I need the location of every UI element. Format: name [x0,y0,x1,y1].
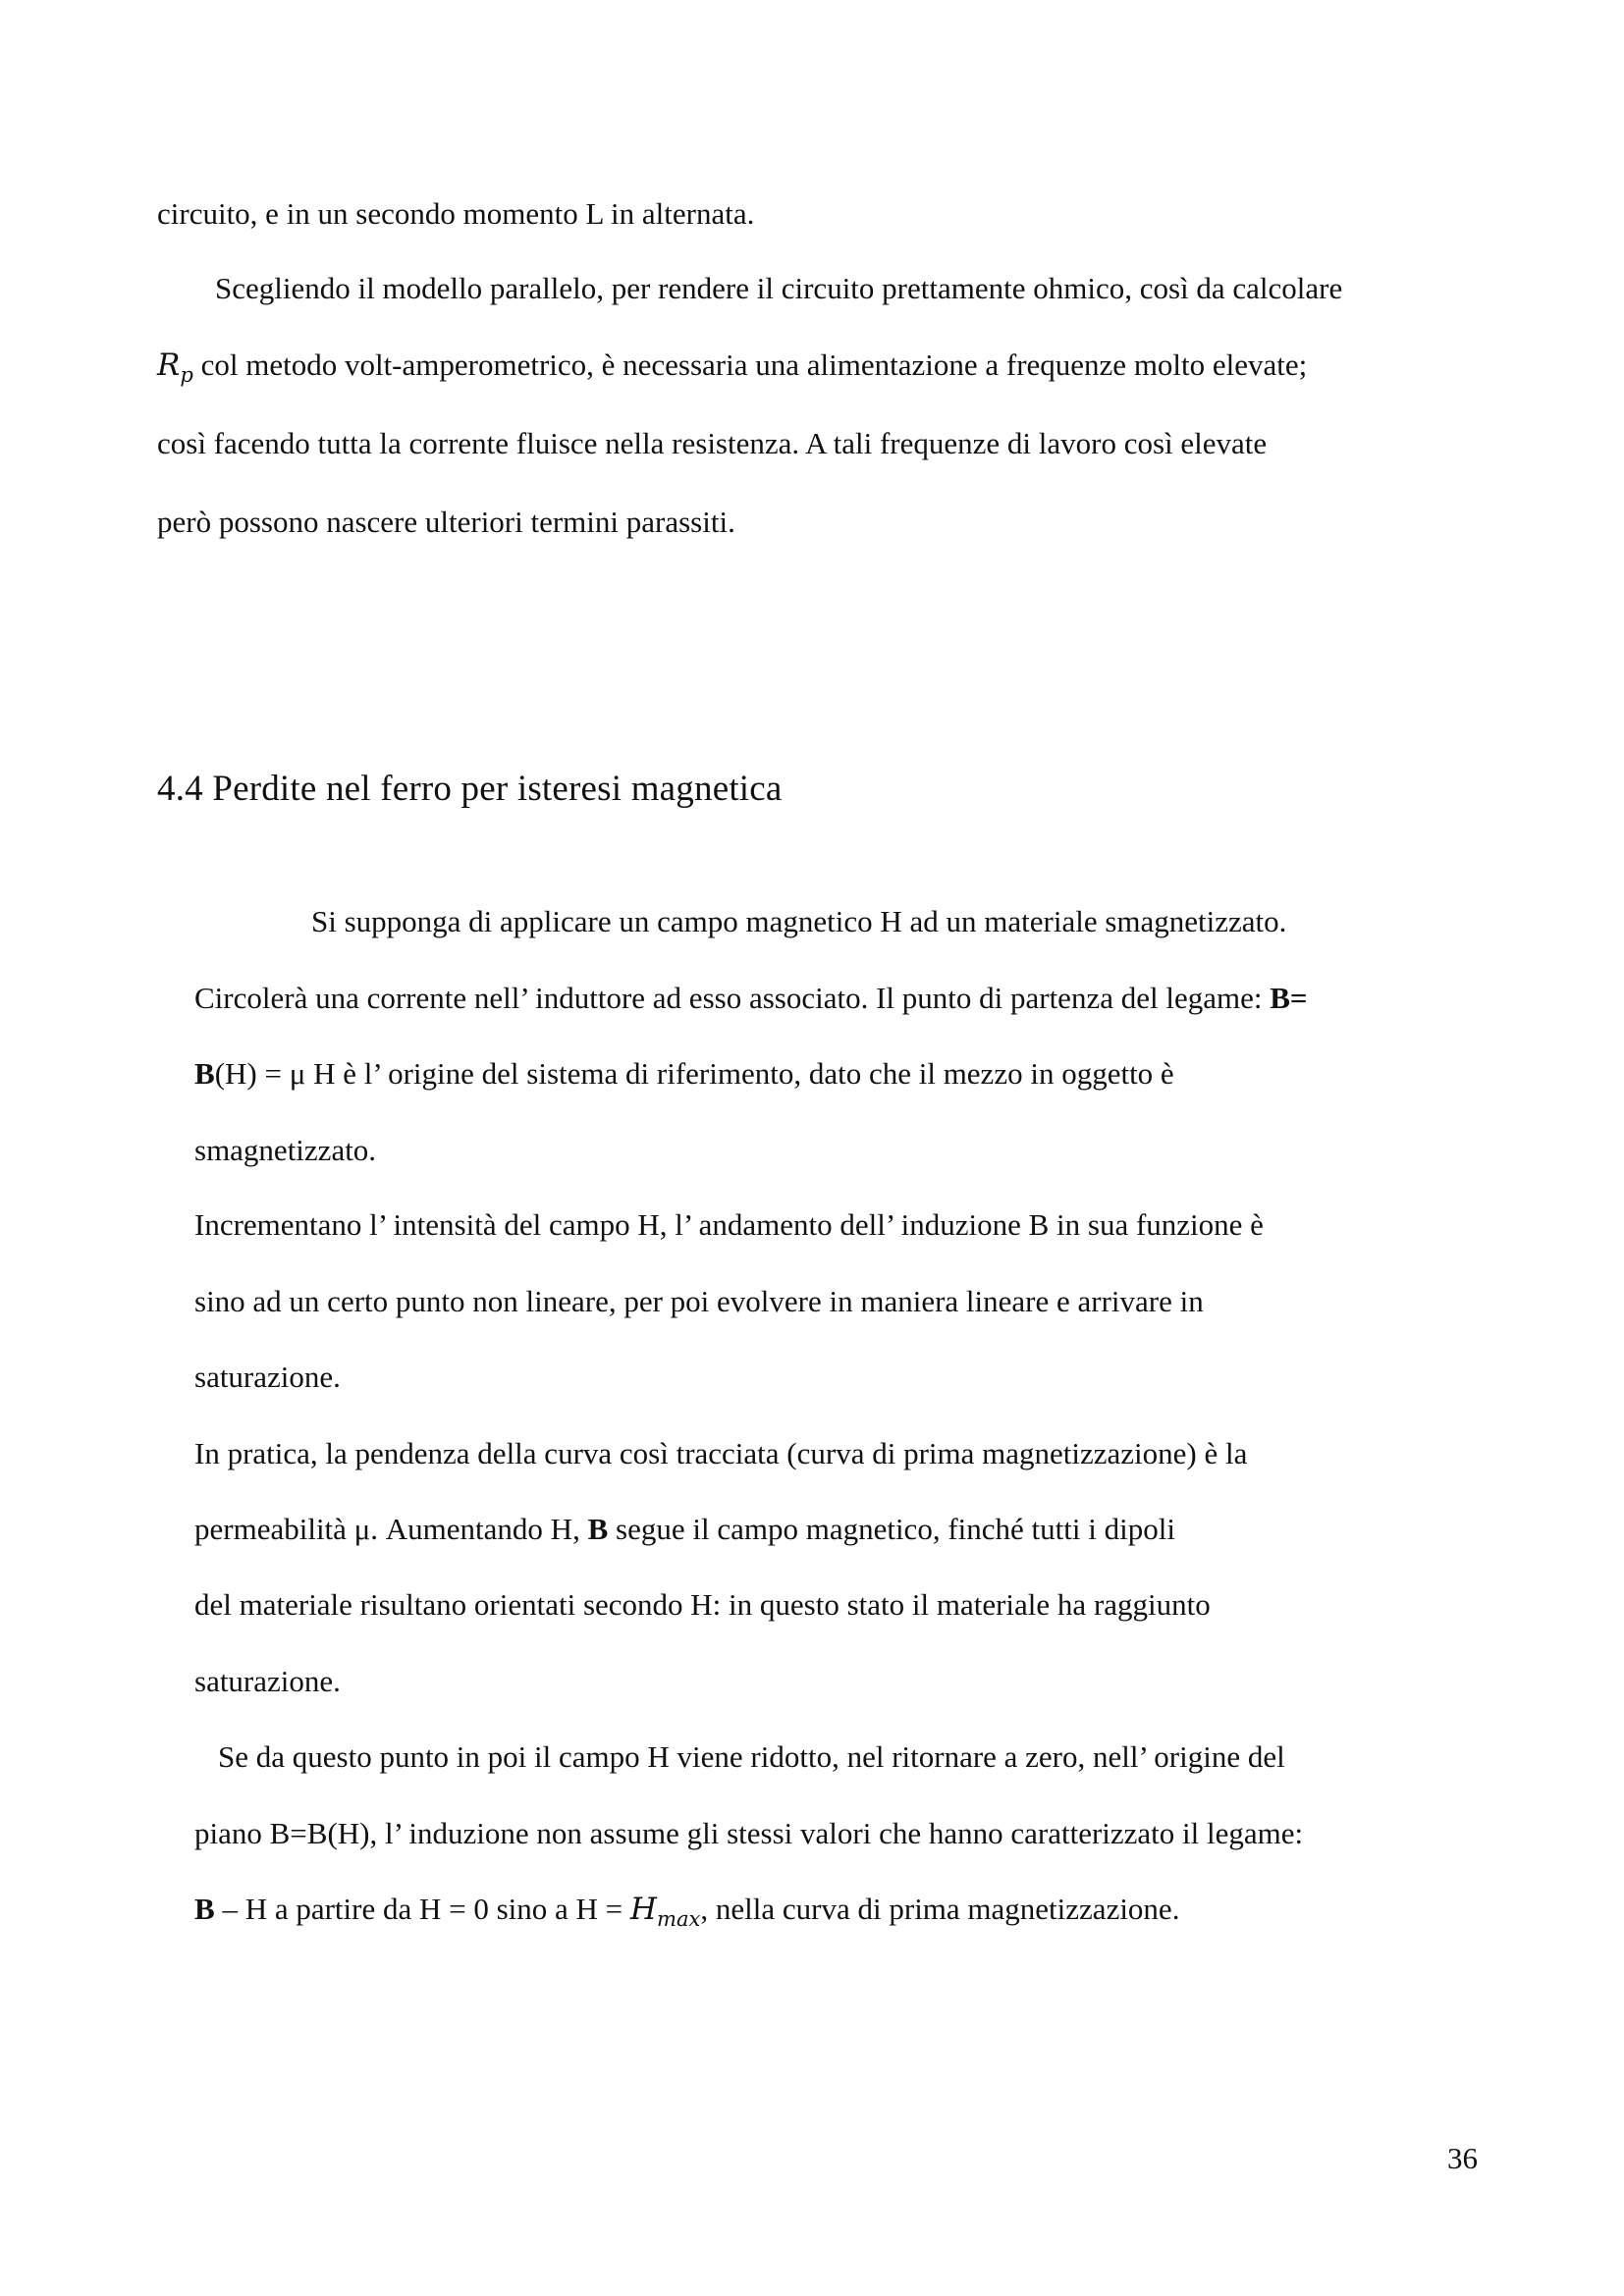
section-heading: 4.4 Perdite nel ferro per isteresi magnetica [157,769,783,809]
text-line: Se da questo punto in poi il campo H viene ridotto, nel ritornare a zero, nell’ origine del [218,1739,1285,1774]
text-line [157,346,1307,388]
text-line: Scegliendo il modello parallelo, per rendere il circuito prettamente ohmico, così da calcolare [215,271,1343,305]
math-subscript: p [180,361,193,387]
text-span: segue il campo magnetico, finché tutti i dipoli [608,1512,1175,1546]
text-line: Si supponga di applicare un campo magnetico H ad un materiale smagnetizzato. [311,904,1287,938]
text-line [194,1054,1174,1094]
text-line: del materiale risultano orientati secondo H: in questo stato il materiale ha raggiunto [194,1587,1211,1622]
text-line: In pratica, la pendenza della curva così tracciata (curva di prima magnetizzazione) è la [194,1436,1248,1470]
text-span: Circolerà una corrente nell’ induttore ad esso associato. Il punto di partenza del legame: [194,981,1271,1015]
text-span: (H) = μ H è l’ origine del sistema di riferimento, dato che il mezzo in oggetto è [214,1056,1174,1091]
text-line [194,979,1308,1018]
text-line [194,1890,1179,1932]
math-subscript: max [656,1905,701,1931]
bold-span: B [194,1892,215,1926]
text-line: Incrementano l’ intensità del campo H, l’ andamento dell’ induzione B in sua funzione è [194,1207,1264,1242]
text-span: col metodo volt-amperometrico, è necessaria una alimentazione a frequenze molto elevate; [192,347,1308,382]
page-number: 36 [1447,2141,1478,2175]
text-line: piano B=B(H), l’ induzione non assume gli stessi valori che hanno caratterizzato il legame: [194,1816,1304,1850]
bold-span: B= [1270,981,1308,1015]
text-line: sino ad un certo punto non lineare, per poi evolvere in maniera lineare e arrivare in [194,1284,1204,1318]
text-line: però possono nascere ulteriori termini parassiti. [157,505,735,539]
bold-span: B [194,1056,215,1091]
text-line [194,1510,1175,1549]
text-span: – H a partire da H = 0 sino a H = [214,1892,630,1926]
text-line: così facendo tutta la corrente fluisce nella resistenza. A tali frequenze di lavoro così elevate [157,426,1268,460]
text-line: smagnetizzato. [194,1133,377,1167]
text-line: saturazione. [194,1664,341,1698]
bold-span: B [587,1512,609,1546]
text-span: permeabilità μ. Aumentando H, [194,1512,588,1546]
text-line: circuito, e in un secondo momento L in alternata. [157,196,755,231]
text-span: , nella curva di prima magnetizzazione. [700,1892,1180,1926]
math-variable: H [629,1892,657,1927]
math-variable: R [157,347,181,383]
text-line: saturazione. [194,1360,341,1394]
